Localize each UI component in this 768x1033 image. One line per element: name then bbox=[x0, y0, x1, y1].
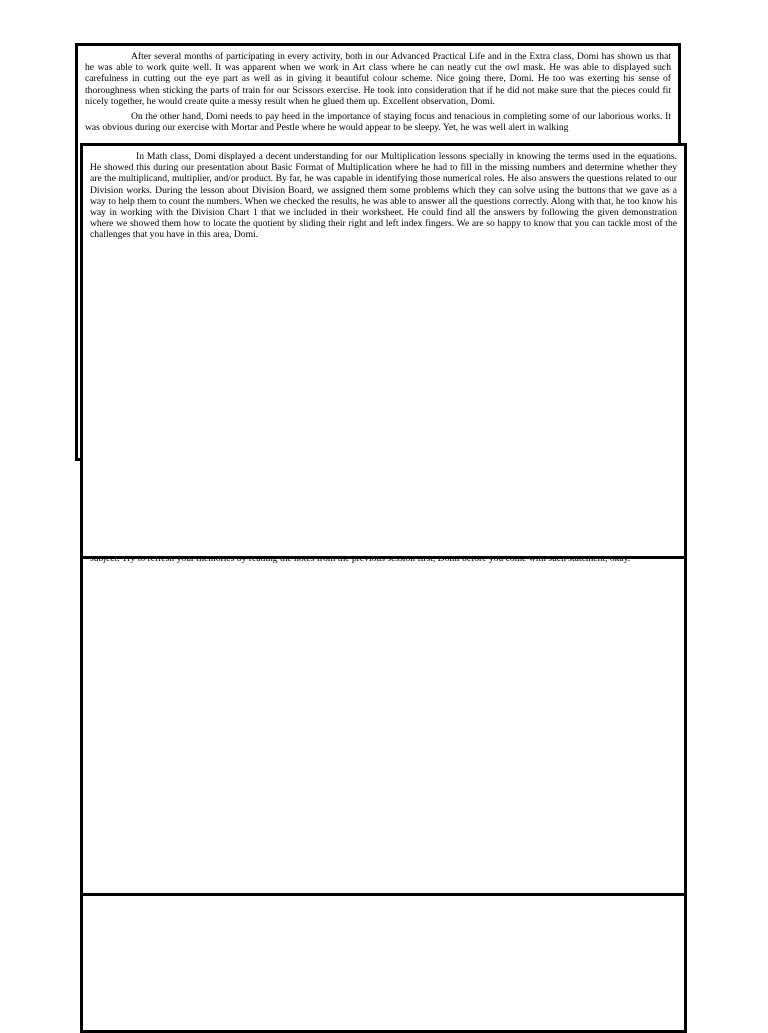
arts-paragraph-2: On the other hand, Domi needs to pay heed in the importance of staying focus and tenacious in completing some of our laborious works. It was obvious during our exercise with Mortar and Pestle where he would appear to be sleepy. Yet, he was well alert in walking bbox=[85, 111, 671, 134]
report-block-math-content bbox=[83, 146, 684, 241]
math-paragraph-1: In Math class, Domi displayed a decent understanding for our Multiplication lessons specially in knowing the terms used in the equations. He showed this during our presentation about Basic Format of Multiplication where he had to fill in the missing numbers and determine whether they are the multiplicand, multiplier, and/or product. By far, he was capable in identifying those numerical roles. He also answers the questions related to our Division works. During the lesson about Division Board, we assigned them some problems which they can solve using the buttons that we gave as a way to help them to count the numbers. When we checked the results, he was able to answer all the questions correctly. Along with that, he too know his way in working with the Division Chart 1 that we included in their worksheet. He could find all the answers by following the given demonstration where we showed them how to locate the quotient by sliding their right and left index fingers. We are so happy to know that you can tackle most of the challenges that you have in this area, Domi. bbox=[90, 151, 677, 241]
report-block-math bbox=[80, 143, 687, 559]
report-block-arts-content bbox=[78, 46, 678, 133]
arts-paragraph-1: After several months of participating in every activity, both in our Advanced Practical Life and in the Extra class, Domi has shown us that he was able to work quite well. It was apparent when we work in Art class where he can neatly cut the owl mask. He was able to displayed such carefulness in cutting out the eye part as well as in giving it beautiful colour scheme. Nice going there, Domi. He too was exerting his sense of thoroughness when sticking the parts of train for our Scissors exercise. He took into consideration that if he did not make sure that the pieces could fit nicely together, he would create quite a messy result when he glued them up. Excellent observation, Domi. bbox=[85, 51, 671, 107]
report-block-language bbox=[80, 530, 687, 897]
report-block-empty bbox=[80, 893, 687, 1033]
